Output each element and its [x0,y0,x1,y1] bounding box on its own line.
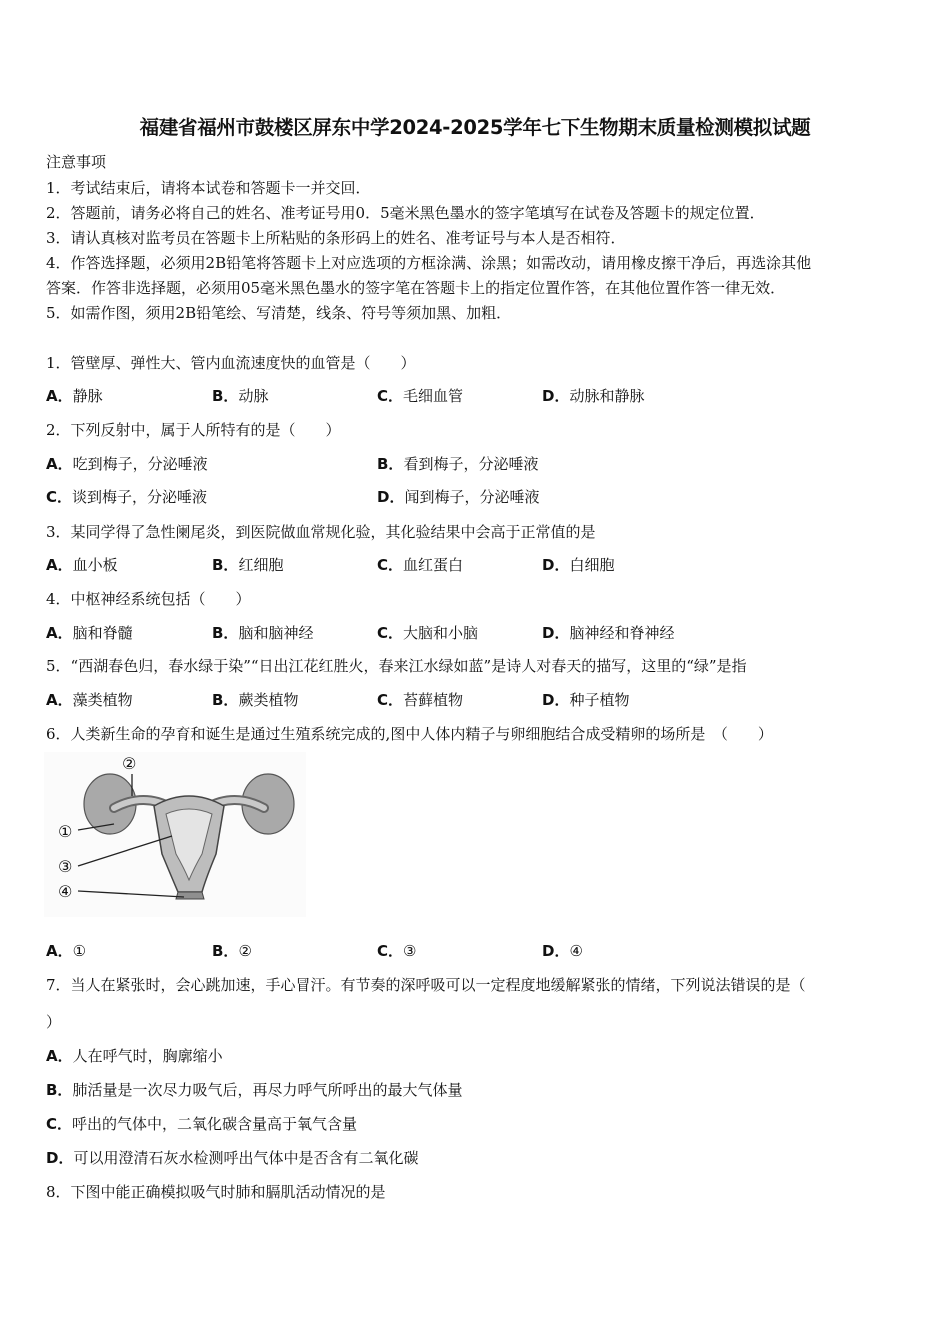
exam-title: 福建省福州市鼓楼区屏东中学2024-2025学年七下生物期末质量检测模拟试题 [139,116,811,139]
option-a: A．吃到梅子，分泌唾液 [46,455,208,473]
figure-label-1: ① [58,822,73,841]
question-stem: 8．下图中能正确模拟吸气时肺和膈肌活动情况的是 [46,1183,386,1201]
question-stem: 5．“西湖春色归，春水绿于染”“日出江花红胜火，春来江水绿如蓝”是诗人对春天的描写，这里的“绿”是指 [46,657,747,675]
question-stem: 4．中枢神经系统包括（ ） [46,590,251,608]
option-c: C．③ [377,942,417,960]
option-c: C．苔藓植物 [377,691,464,709]
cervix-shape [176,892,204,899]
option-a: A．藻类植物 [46,691,133,709]
option-a: A．人在呼气时，胸廓缩小 [46,1047,223,1065]
option-c: C．呼出的气体中，二氧化碳含量高于氧气含量 [46,1115,358,1133]
question-stem: 3．某同学得了急性阑尾炎，到医院做血常规化验，其化验结果中会高于正常值的是 [46,523,596,541]
question-stem-continuation: ） [46,1013,62,1031]
figure-label-2: ② [122,754,137,773]
option-d: D．④ [542,942,583,960]
option-b: B．蕨类植物 [212,691,299,709]
question-stem: 2．下列反射中，属于人所特有的是（ ） [46,421,341,439]
notice-item: 4．作答选择题，必须用2B铅笔将答题卡上对应选项的方框涂满、涂黑；如需改动，请用橡皮擦干净后，再选涂其他 [46,254,812,272]
notice-item: 3．请认真核对监考员在答题卡上所粘贴的条形码上的姓名、准考证号与本人是否相符． [46,229,626,247]
option-b: B．② [212,942,252,960]
option-c: C．血红蛋白 [377,556,464,574]
figure-label-4: ④ [58,882,73,901]
option-c: C．谈到梅子，分泌唾液 [46,488,208,506]
option-b: B．红细胞 [212,556,284,574]
option-d: D．动脉和静脉 [542,387,645,405]
option-d: D．可以用澄清石灰水检测呼出气体中是否含有二氧化碳 [46,1149,419,1167]
notice-heading: 注意事项 [46,153,107,171]
notice-item: 2．答题前，请务必将自己的姓名、准考证号用0．5毫米黑色墨水的签字笔填写在试卷及答题卡的规定位置． [46,204,765,222]
option-d: D．白细胞 [542,556,615,574]
option-d: D．种子植物 [542,691,630,709]
notice-item: 5．如需作图，须用2B铅笔绘、写清楚，线条、符号等须加黑、加粗． [46,304,512,322]
option-a: A．① [46,942,87,960]
option-d: D．闻到梅子，分泌唾液 [377,488,540,506]
option-a: A．脑和脊髓 [46,624,133,642]
option-b: B．看到梅子，分泌唾液 [377,455,539,473]
notice-item: 答案．作答非选择题，必须用05毫米黑色墨水的签字笔在答题卡上的指定位置作答，在其他位置作答一律无效． [46,279,786,297]
question-stem: 7．当人在紧张时，会心跳加速，手心冒汗。有节奏的深呼吸可以一定程度地缓解紧张的情绪，下列说法错误的是（ [46,976,806,994]
option-c: C．大脑和小脑 [377,624,479,642]
option-b: B．脑和脑神经 [212,624,314,642]
option-b: B．动脉 [212,387,269,405]
notice-item: 1．考试结束后，请将本试卷和答题卡一并交回． [46,179,371,197]
option-c: C．毛细血管 [377,387,464,405]
option-b: B．肺活量是一次尽力吸气后，再尽力呼气所呼出的最大气体量 [46,1081,463,1099]
question-stem: 6．人类新生命的孕育和诞生是通过生殖系统完成的,图中人体内精子与卵细胞结合成受精卵的场所是 （ ） [46,725,773,743]
option-a: A．血小板 [46,556,118,574]
uterus-diagram [44,752,306,917]
reproductive-system-figure [44,752,306,917]
question-stem: 1．管壁厚、弹性大、管内血流速度快的血管是（ ） [46,354,416,372]
figure-label-3: ③ [58,857,73,876]
option-d: D．脑神经和脊神经 [542,624,675,642]
option-a: A．静脉 [46,387,103,405]
